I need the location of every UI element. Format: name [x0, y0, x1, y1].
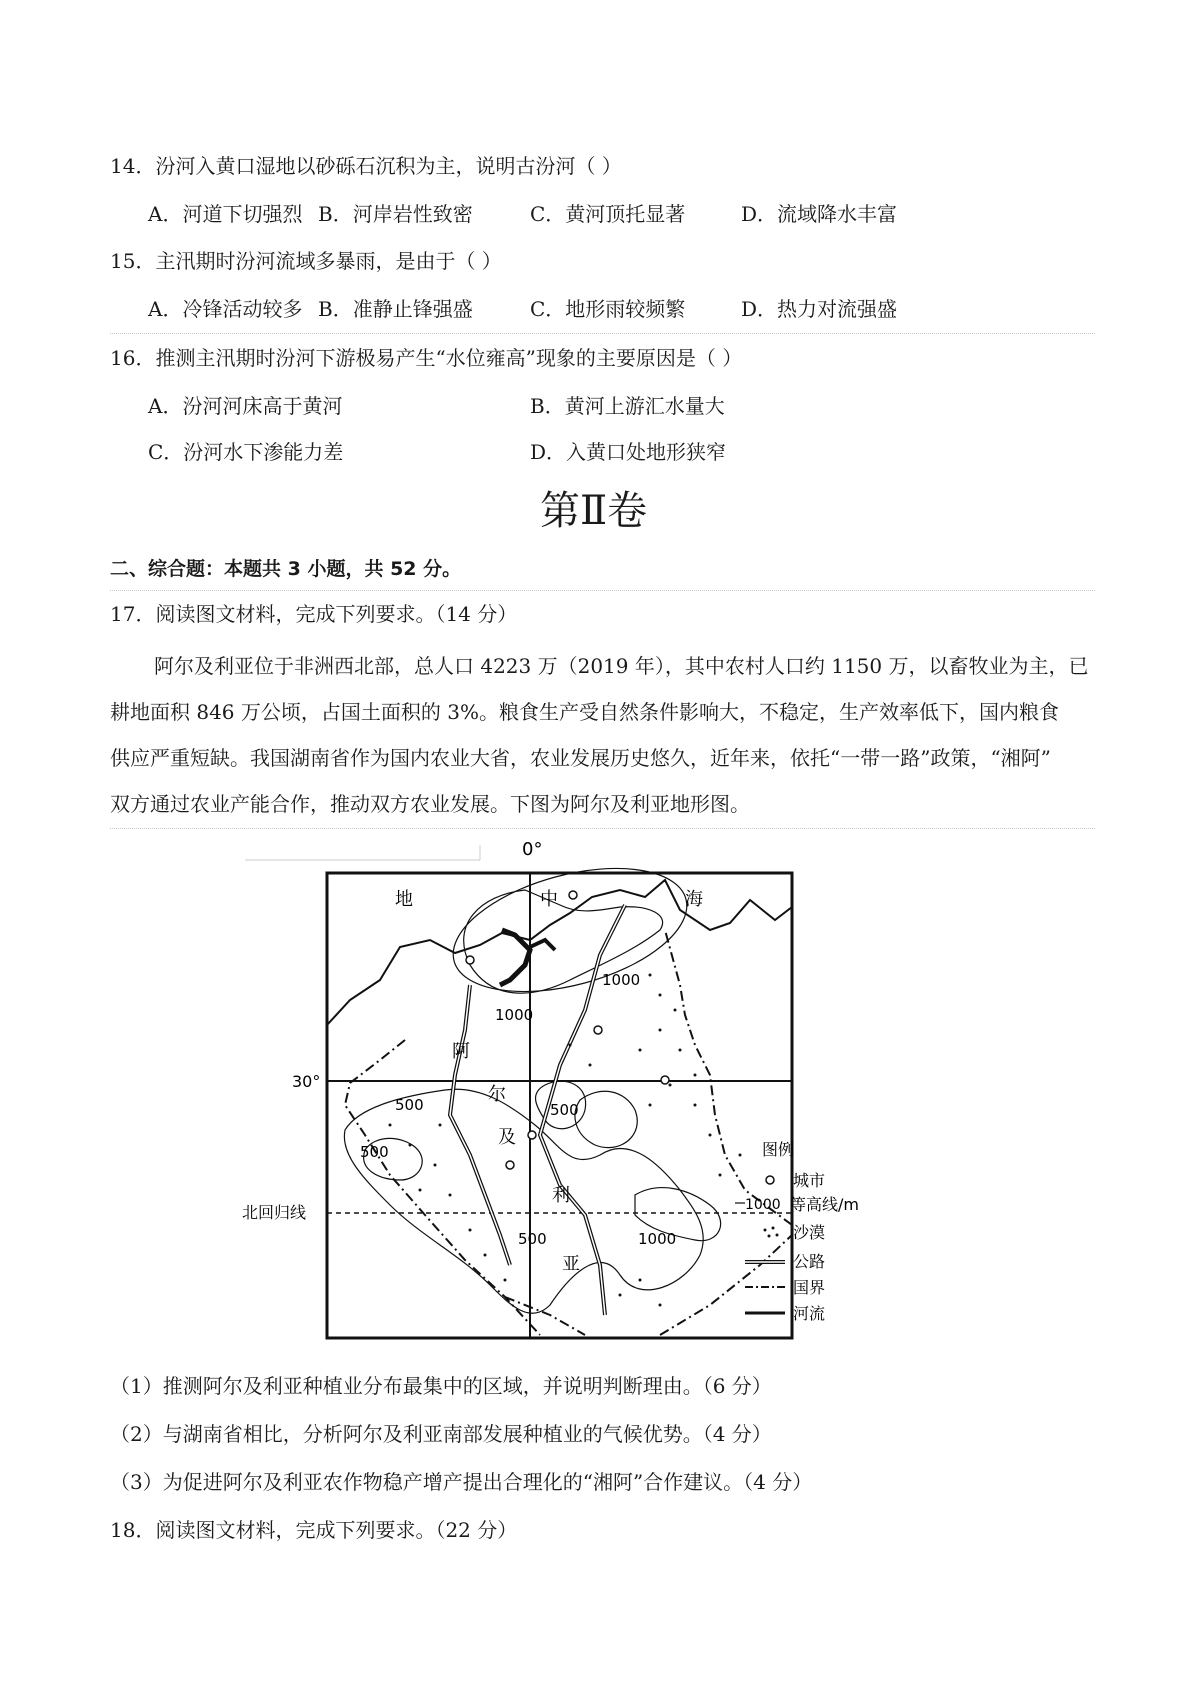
legend-label: 城市 — [793, 1171, 826, 1190]
map-legend — [735, 1140, 859, 1323]
contour-label: 500 — [360, 1143, 389, 1161]
q16-option-c: C．汾河水下渗能力差 — [148, 440, 344, 464]
material-line: 双方通过农业产能合作，推动双方农业发展。下图为阿尔及利亚地形图。 — [110, 792, 750, 816]
q14-stem: 14．汾河入黄口湿地以砂砾石沉积为主，说明古汾河（ ） — [110, 154, 622, 178]
legend-label: 沙漠 — [793, 1223, 826, 1242]
q14-option-d: D．流域降水丰富 — [741, 202, 898, 226]
contour-label: 500 — [518, 1230, 547, 1248]
q15-option-a: A．冷锋活动较多 — [148, 297, 303, 321]
q18-stem: 18．阅读图文材料，完成下列要求。（22 分） — [110, 1518, 518, 1542]
sea-label: 海 — [685, 889, 703, 910]
q14-option-a: A．河道下切强烈 — [148, 202, 303, 226]
legend-title: 图例 — [762, 1140, 795, 1159]
q15-option-b: B．准静止锋强盛 — [318, 297, 473, 321]
desert-icon — [764, 1227, 779, 1238]
legend-label: 国界 — [793, 1278, 826, 1297]
volume-title: 第Ⅱ卷 — [540, 488, 648, 534]
contour-label: 1000 — [602, 971, 641, 989]
divider — [110, 333, 1095, 334]
country-label: 阿 — [452, 1041, 470, 1062]
divider — [110, 590, 1095, 591]
q17-subquestion-3: （3）为促进阿尔及利亚农作物稳产增产提出合理化的“湘阿”合作建议。（4 分） — [110, 1470, 813, 1494]
road — [450, 985, 510, 1265]
q16-option-b: B．黄河上游汇水量大 — [530, 394, 725, 418]
q14-option-c: C．黄河顶托显著 — [530, 202, 686, 226]
q16-option-a: A．汾河河床高于黄河 — [148, 394, 343, 418]
river — [530, 940, 555, 950]
material-line: 供应严重短缺。我国湖南省作为国内农业大省，农业发展历史悠久，近年来，依托“一带一路”政策，“湘阿” — [110, 746, 1051, 770]
legend-label: 河流 — [793, 1304, 826, 1323]
country-label: 及 — [498, 1127, 516, 1148]
contour-ellipse — [440, 846, 700, 1014]
legend-label: 等高线/m — [790, 1195, 859, 1214]
q16-option-d: D．入黄口处地形狭窄 — [530, 440, 727, 464]
q14-option-b: B．河岸岩性致密 — [318, 202, 473, 226]
contour-label: 500 — [395, 1096, 424, 1114]
sea-label: 中 — [540, 889, 558, 910]
contour-label: 1000 — [495, 1006, 534, 1024]
city-markers — [466, 891, 669, 1169]
q17-subquestion-1: （1）推测阿尔及利亚种植业分布最集中的区域，并说明判断理由。（6 分） — [110, 1374, 772, 1398]
tropic-label: 北回归线 — [242, 1203, 307, 1222]
algeria-topographic-map — [240, 835, 970, 1350]
parallel-label: 30° — [292, 1072, 321, 1091]
material-line: 阿尔及利亚位于非洲西北部，总人口 4223 万（2019 年），其中农村人口约 1150 万，以畜牧业为主，已 — [154, 654, 1089, 678]
country-label: 尔 — [488, 1084, 506, 1105]
legend-label: 公路 — [793, 1252, 826, 1271]
material-line: 耕地面积 846 万公顷，占国土面积的 3%。粮食生产受自然条件影响大，不稳定，生产效率低下，国内粮食 — [110, 700, 1059, 724]
q15-option-d: D．热力对流强盛 — [741, 297, 898, 321]
city-icon — [766, 1176, 774, 1184]
q16-stem: 16．推测主汛期时汾河下游极易产生“水位雍高”现象的主要原因是（ ） — [110, 346, 743, 370]
sea-label: 地 — [395, 889, 413, 910]
section-title: 二、综合题：本题共 3 小题，共 52 分。 — [110, 558, 462, 580]
q15-option-c: C．地形雨较频繁 — [530, 297, 686, 321]
legend-sample: 1000 — [745, 1197, 781, 1213]
q17-material — [110, 643, 1095, 827]
contour-line — [575, 1091, 637, 1147]
q17-stem: 17．阅读图文材料，完成下列要求。（14 分） — [110, 602, 518, 626]
contour-label: 500 — [550, 1101, 579, 1119]
divider — [110, 828, 1095, 829]
country-label: 亚 — [562, 1254, 580, 1275]
q17-subquestion-2: （2）与湖南省相比，分析阿尔及利亚南部发展种植业的气候优势。（4 分） — [110, 1422, 772, 1446]
contour-label: 1000 — [638, 1230, 677, 1248]
country-label: 利 — [552, 1185, 570, 1206]
contour-line — [344, 1089, 703, 1313]
road-inner — [450, 985, 510, 1265]
q15-stem: 15．主汛期时汾河流域多暴雨，是由于（ ） — [110, 249, 502, 273]
meridian-label: 0° — [522, 839, 543, 860]
